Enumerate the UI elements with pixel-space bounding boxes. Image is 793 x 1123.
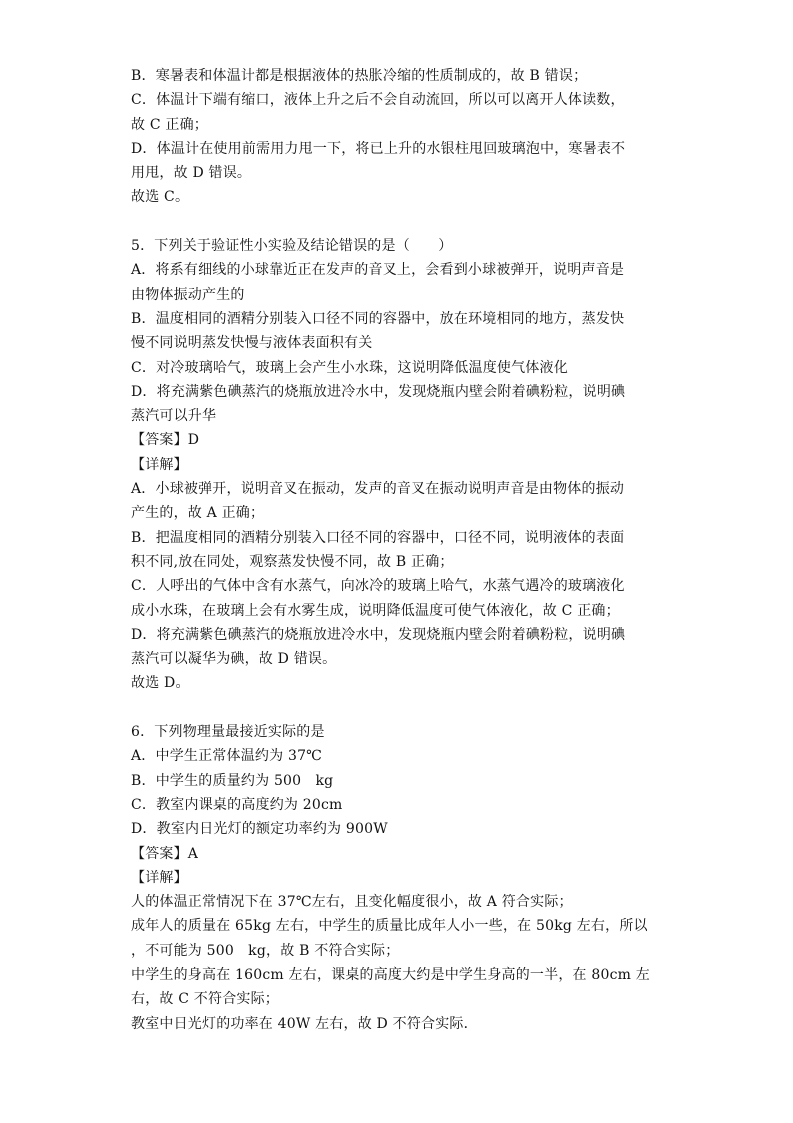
question-stem: 6．下列物理量最接近实际的是 <box>131 724 325 741</box>
detail-line: 成小水珠，在玻璃上会有水雾生成，说明降低温度可使气体液化，故 C 正确； <box>131 602 620 619</box>
detail-line: 蒸汽可以凝华为碘，故 D 错误。 <box>131 651 337 668</box>
question-5 <box>131 234 671 696</box>
detail-line: A．小球被弹开，说明音叉在振动，发声的音叉在振动说明声音是由物体的振动 <box>131 481 625 498</box>
prev-answer-line: B．寒暑表和体温计都是根据液体的热胀冷缩的性质制成的，故 B 错误； <box>131 68 588 84</box>
option-line: B．温度相同的酒精分别装入口径不同的容器中，放在环境相同的地方，蒸发快 <box>131 310 625 327</box>
option-line: A．中学生正常体温约为 37℃ <box>131 748 323 765</box>
question-stem: 5．下列关于验证性小实验及结论错误的是（ ） <box>131 238 453 255</box>
prev-answer-line: D．体温计在使用前需用力甩一下，将已上升的水银柱甩回玻璃泡中，寒暑表不 <box>131 140 626 157</box>
option-line: C．教室内课桌的高度约为 20cm <box>131 796 343 813</box>
option-line: D．教室内日光灯的额定功率约为 900W <box>131 821 388 838</box>
detail-line: ，不可能为 500 kg，故 B 不符合实际； <box>131 942 400 959</box>
detail-line: C．人呼出的气体中含有水蒸气，向冰冷的玻璃上哈气，水蒸气遇冷的玻璃液化 <box>131 578 625 595</box>
detail-line: B．把温度相同的酒精分别装入口径不同的容器中，口径不同，说明液体的表面 <box>131 529 625 546</box>
detail-heading: 【详解】 <box>131 456 188 473</box>
detail-line: 产生的，故 A 正确； <box>131 505 265 522</box>
prev-answer-block <box>131 64 671 210</box>
detail-line: 积不同,放在同处，观察蒸发快慢不同，故 B 正确； <box>131 553 454 570</box>
answer-label: 【答案】A <box>131 845 199 862</box>
detail-line: 成年人的质量在 65kg 左右，中学生的质量比成年人小一些，在 50kg 左右，所以 <box>131 918 648 935</box>
prev-answer-line: 用甩，故 D 错误。 <box>131 165 252 182</box>
option-line: B．中学生的质量约为 500 kg <box>131 772 334 789</box>
option-line: D．将充满紫色碘蒸汽的烧瓶放进冷水中，发现烧瓶内壁会附着碘粉粒，说明碘 <box>131 383 626 400</box>
spacer <box>131 210 671 234</box>
detail-heading: 【详解】 <box>131 869 188 886</box>
option-line: 由物体振动产生的 <box>131 286 245 303</box>
detail-line: 教室中日光灯的功率在 40W 左右，故 D 不符合实际． <box>131 1015 478 1032</box>
option-line: 蒸汽可以升华 <box>131 408 217 425</box>
answer-label: 【答案】D <box>131 432 200 449</box>
detail-line: 右，故 C 不符合实际； <box>131 991 280 1008</box>
prev-answer-line: 故选 C。 <box>131 189 190 206</box>
prev-answer-line: C．体温计下端有缩口，液体上升之后不会自动流回，所以可以离开人体读数， <box>131 92 625 109</box>
detail-line: 故选 D。 <box>131 675 190 692</box>
spacer <box>131 696 671 720</box>
option-line: C．对冷玻璃哈气，玻璃上会产生小水珠，这说明降低温度使气体液化 <box>131 359 568 376</box>
option-line: A．将系有细线的小球靠近正在发声的音叉上，会看到小球被弹开，说明声音是 <box>131 262 625 279</box>
detail-line: D．将充满紫色碘蒸汽的烧瓶放进冷水中，发现烧瓶内壁会附着碘粉粒，说明碘 <box>131 626 626 643</box>
detail-line: 人的体温正常情况下在 37℃左右，且变化幅度很小，故 A 符合实际； <box>131 894 573 911</box>
option-line: 慢不同说明蒸发快慢与液体表面积有关 <box>131 335 373 352</box>
question-6 <box>131 720 671 1036</box>
prev-answer-line: 故 C 正确； <box>131 116 209 133</box>
detail-line: 中学生的身高在 160cm 左右，课桌的高度大约是中学生身高的一半，在 80cm 左 <box>131 966 650 983</box>
document-page <box>131 64 671 1036</box>
